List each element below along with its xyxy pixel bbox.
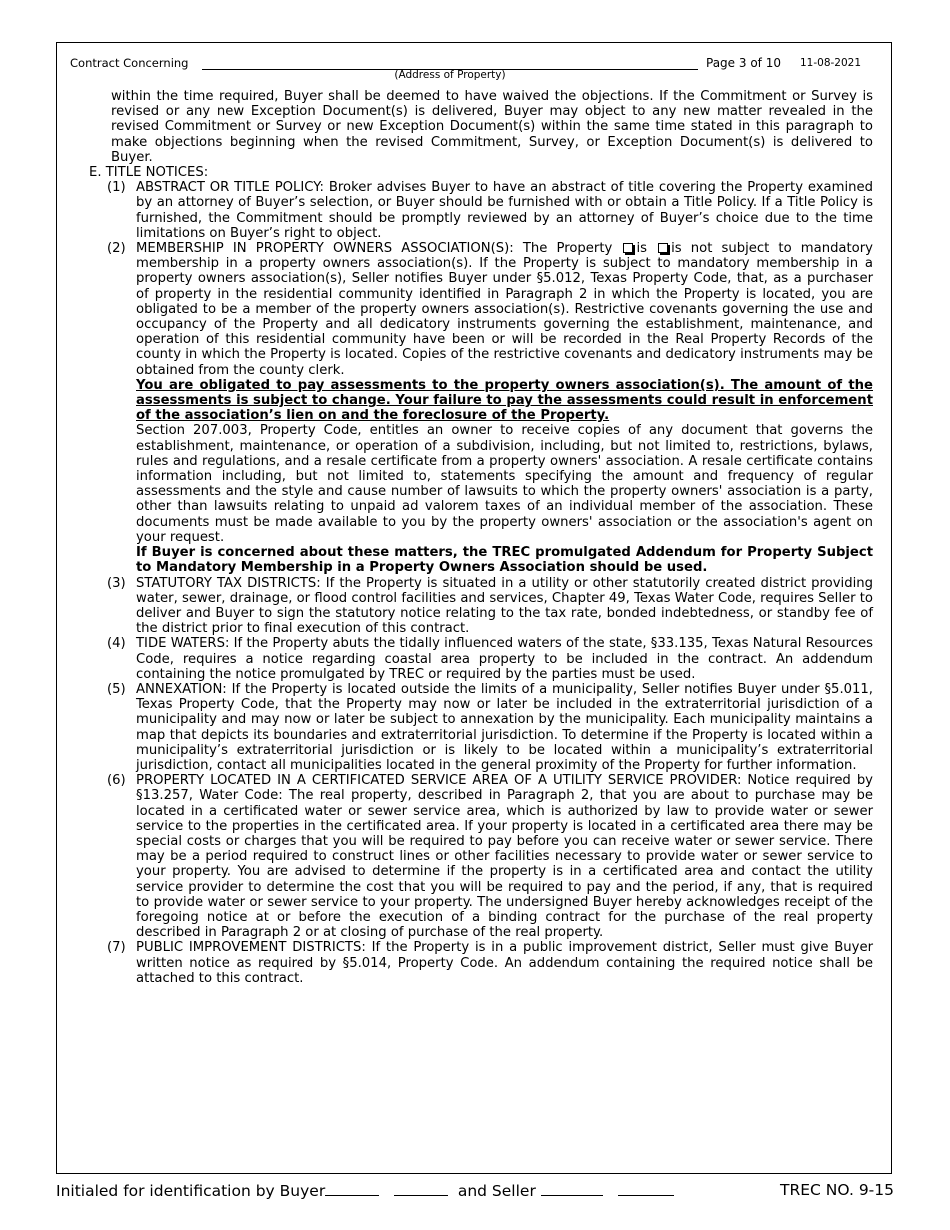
- item-certificated-service-area: [107, 773, 873, 940]
- item-number: (4): [107, 636, 126, 652]
- item-text: PUBLIC IMPROVEMENT DISTRICTS: If the Property is in a public improvement district, Seller must give Buyer written notice as required by §5.014, Property Code. An addendum containing the required notice shall be attached to this contract.: [136, 940, 873, 986]
- seller-initial-1-field[interactable]: [541, 1181, 603, 1196]
- item-number: (7): [107, 940, 126, 956]
- item-abstract-title-policy: [107, 180, 873, 241]
- item-tide-waters: [107, 636, 873, 682]
- form-date: 11-08-2021: [800, 57, 862, 69]
- trec-form-number: TREC NO. 9-15: [780, 1181, 894, 1199]
- poa-is-checkbox[interactable]: [623, 243, 633, 253]
- item-text: PROPERTY LOCATED IN A CERTIFICATED SERVICE AREA OF A UTILITY SERVICE PROVIDER: Notice required by §13.257, Water Code: The real property, described in Paragraph 2, that you are about to purchase may be located in a certificated water or sewer service area, which is authorized by law to provide water or sewer service to the properties in the certificated area. If your property is located in a certificated area there may be special costs or charges that you will be required to pay before you can receive water or sewer service. There may be a period required to construct lines or other facilities necessary to provide water or sewer service to your property. You are advised to determine if the property is in a certificated area and contact the utility service provider to determine the cost that you will be required to pay and the period, if any, that is required to provide water or sewer service to your property. The undersigned Buyer hereby acknowledges receipt of the foregoing notice at or before the execution of a binding contract for the purchase of the real property described in Paragraph 2 or at closing of purchase of the real property.: [136, 773, 873, 941]
- initialed-buyer-label: Initialed for identification by Buyer: [56, 1182, 326, 1200]
- buyer-initial-1-field[interactable]: [325, 1181, 379, 1196]
- poa-text-a: MEMBERSHIP IN PROPERTY OWNERS ASSOCIATION(S): The Property: [136, 241, 613, 257]
- item-text: TIDE WATERS: If the Property abuts the tidally influenced waters of the state, §33.135, Texas Natural Resources Code, requires a notice regarding coastal area property to be included in the contract. An addendum containing the notice promulgated by TREC or required by the parties must be used.: [136, 636, 873, 682]
- item-number: (3): [107, 575, 126, 591]
- item-text: ANNEXATION: If the Property is located outside the limits of a municipality, Seller notifies Buyer under §5.011, Texas Property Code, that the Property may now or later be included in the extraterritorial jurisdiction of a municipality and may now or later be subject to annexation by the municipality. Each municipality maintains a map that depicts its boundaries and extraterritorial jurisdiction. To determine if the Property is located within a municipality’s extraterritorial jurisdiction or is likely to be located within a municipality’s extraterritorial jurisdiction, contact all municipalities located in the general proximity of the Property for further information.: [136, 681, 873, 773]
- address-caption: (Address of Property): [394, 69, 506, 81]
- and-seller-label: and Seller: [457, 1182, 536, 1200]
- item-public-improvement-districts: [107, 940, 873, 986]
- contract-concerning-label: Contract Concerning: [70, 56, 189, 70]
- document-body: [89, 89, 873, 986]
- section-e-heading: E. TITLE NOTICES:: [89, 165, 209, 181]
- item-number: (1): [107, 180, 126, 196]
- page-frame: [56, 42, 892, 1174]
- item-text: STATUTORY TAX DISTRICTS: If the Property is situated in a utility or other statutorily created district providing water, sewer, drainage, or flood control facilities and services, Chapter 49, Texas Water Code, requires Seller to deliver and Buyer to sign the statutory notice relating to the tax rate, bonded indebtedness, or standby fee of the district prior to final execution of this contract.: [136, 575, 873, 637]
- poa-is-label: is: [636, 241, 647, 257]
- item-number: (2): [107, 241, 126, 257]
- poa-assessment-warning: You are obligated to pay assessments to the property owners association(s). The amount of the assessments is subject to change. Your failure to pay the assessments could result in enforcement of the association’s lien on and the foreclosure of the Property.: [136, 377, 873, 424]
- item-statutory-tax-districts: [107, 576, 873, 637]
- poa-text-b: to mandatory membership in a property owners association(s). If the Property is subject to mandatory membership in a property owners association(s), Seller notifies Buyer under §5.012, Texas Property Code, that, as a purchaser of property in the residential community identified in Paragraph 2 in which the Property is located, you are obligated to be a member of the property owners association(s). Restrictive covenants governing the use and occupancy of the Property and all dedicatory instruments governing the establishment, maintenance, and operation of this residential community have been or will be recorded in the Real Property Records of the county in which the Property is located. Copies of the restrictive covenants and dedicatory instruments may be obtained from the county clerk.: [136, 241, 873, 378]
- buyer-initial-2-field[interactable]: [394, 1181, 448, 1196]
- item-text: ABSTRACT OR TITLE POLICY: Broker advises Buyer to have an abstract of title covering the Property examined by an attorney of Buyer’s selection, or Buyer should be furnished with or obtain a Title Policy. If a Title Policy is furnished, the Commitment should be promptly reviewed by an attorney of Buyer’s choice due to the time limitations on Buyer’s right to object.: [136, 180, 873, 241]
- page-number: Page 3 of 10: [706, 56, 781, 70]
- section-207-paragraph: Section 207.003, Property Code, entitles an owner to receive copies of any document that governs the establishment, maintenance, or operation of a subdivision, including, but not limited to, restrictions, bylaws, rules and regulations, and a resale certificate from a property owners' association. A resale certificate contains information including, but not limited to, statements specifying the amount and frequency of regular assessments and the style and cause number of lawsuits to which the property owners' association is a party, other than lawsuits relating to unpaid ad valorem taxes of an individual member of the association. These documents must be made available to you by the property owners' association or the association's agent on your request.: [136, 423, 873, 545]
- item-number: (5): [107, 681, 126, 697]
- page-header: [70, 56, 867, 86]
- item-annexation: [107, 682, 873, 773]
- poa-addendum-notice: If Buyer is concerned about these matters, the TREC promulgated Addendum for Property Subject to Mandatory Membership in a Property Owners Association should be used.: [136, 545, 873, 576]
- item-number: (6): [107, 773, 126, 789]
- seller-initial-2-field[interactable]: [618, 1181, 674, 1196]
- item-property-owners-association: [107, 241, 873, 575]
- poa-is-not-checkbox[interactable]: [658, 243, 668, 253]
- poa-is-not-label: is not subject: [671, 241, 770, 257]
- intro-paragraph: within the time required, Buyer shall be deemed to have waived the objections. If the Commitment or Survey is revised or any new Exception Document(s) is delivered, Buyer may object to any new matter revealed in the revised Commitment or Survey or new Exception Document(s) within the same time stated in this paragraph to make objections beginning when the revised Commitment, Survey, or Exception Document(s) is delivered to Buyer.: [111, 89, 873, 165]
